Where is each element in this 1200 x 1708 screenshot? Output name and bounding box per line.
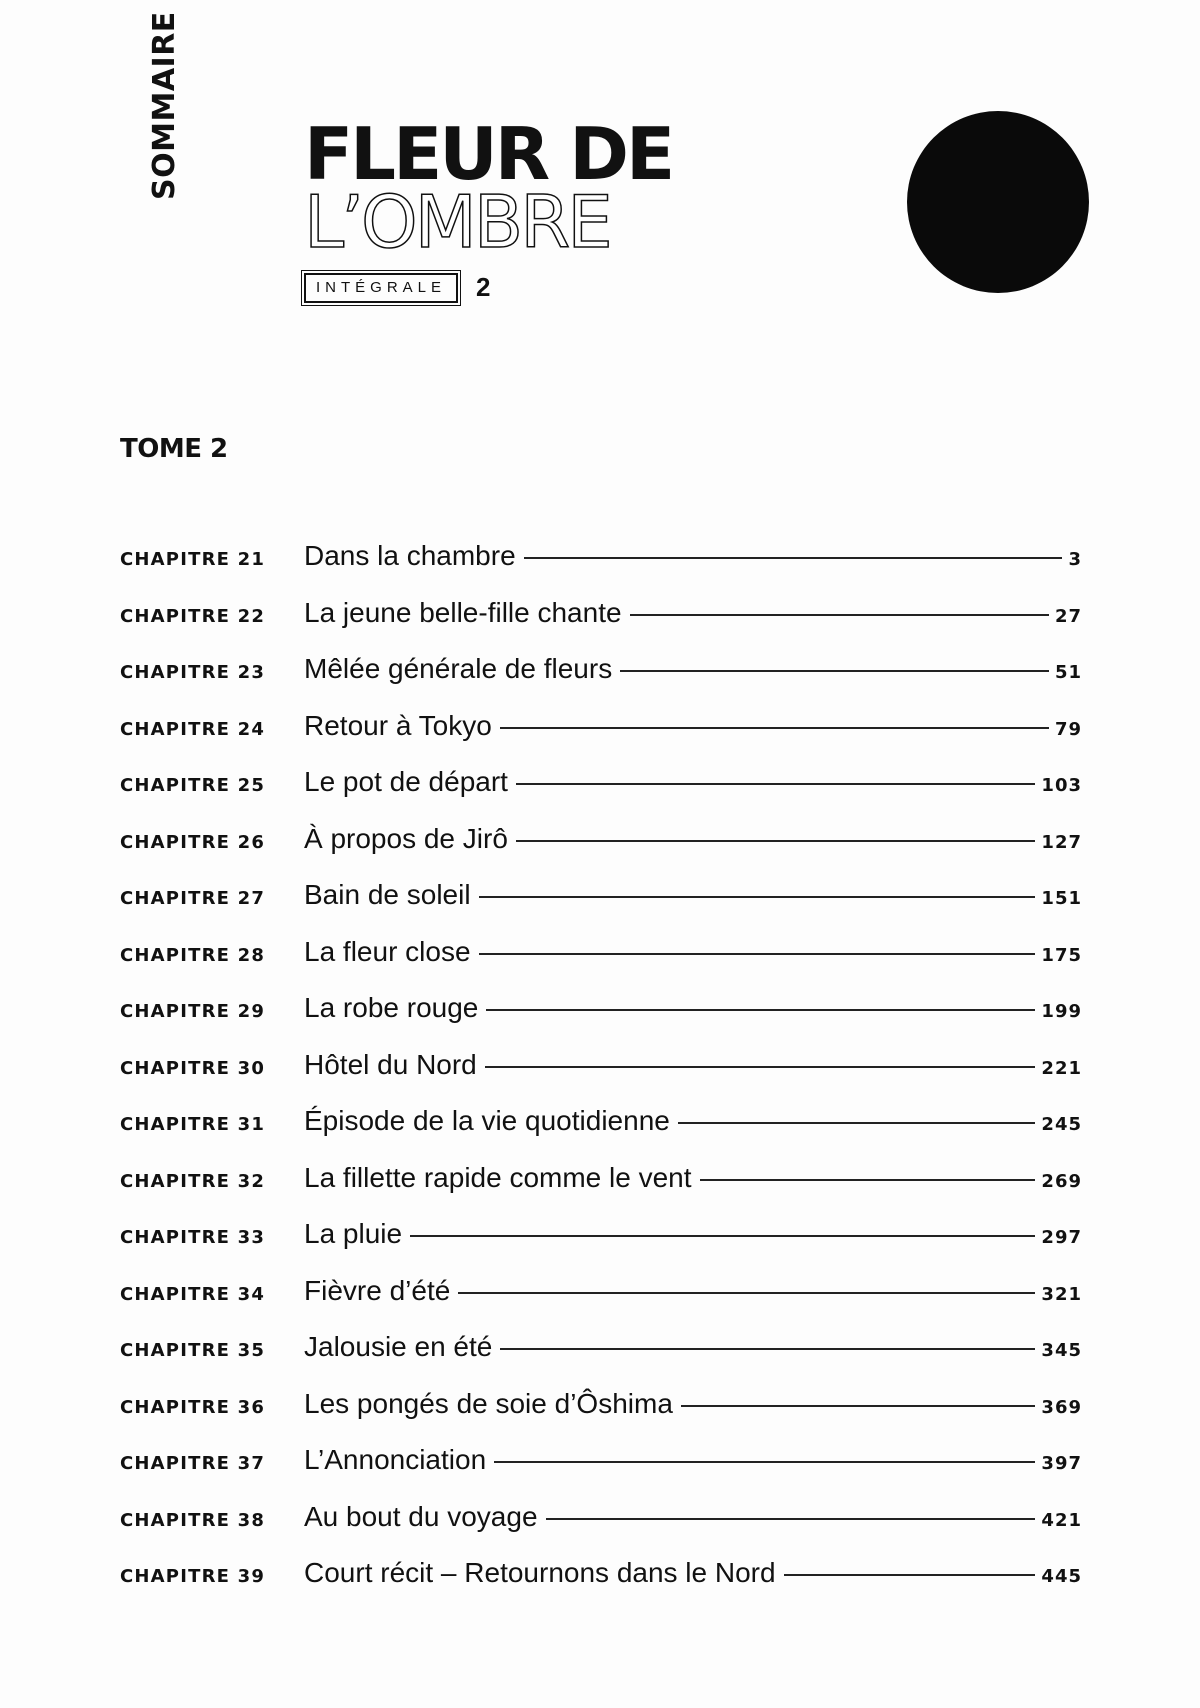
toc-row xyxy=(120,1331,1082,1388)
toc-page-number: 321 xyxy=(1041,1283,1082,1305)
toc-chapter-number: CHAPITRE 27 xyxy=(120,888,266,909)
toc-leader-line xyxy=(479,953,1036,955)
toc-leader-line xyxy=(524,557,1063,559)
toc-leader-line xyxy=(479,896,1036,898)
toc-chapter-number: CHAPITRE 34 xyxy=(120,1283,266,1305)
toc-chapter-title: Fièvre d’été xyxy=(304,1274,451,1306)
toc-chapter-number: CHAPITRE 30 xyxy=(120,1057,266,1079)
toc-chapter-number: CHAPITRE 39 xyxy=(120,1566,266,1587)
toc-row xyxy=(120,653,1082,710)
toc-row xyxy=(120,1275,1082,1332)
toc-page-number: 397 xyxy=(1041,1453,1082,1474)
toc-chapter-title: Hôtel du Nord xyxy=(304,1048,477,1080)
toc-chapter-title: Le pot de départ xyxy=(304,766,508,797)
toc-leader-line xyxy=(516,840,1036,842)
toc-leader-line xyxy=(630,614,1049,616)
toc-row xyxy=(120,1162,1082,1219)
toc-chapter-number: CHAPITRE 23 xyxy=(120,662,266,683)
toc-leader-line xyxy=(681,1405,1036,1407)
toc-chapter-title: L’Annonciation xyxy=(304,1444,487,1475)
toc-chapter-title: Court récit – Retournons dans le Nord xyxy=(304,1557,776,1588)
toc-leader-line xyxy=(494,1461,1035,1463)
toc-page-number: 51 xyxy=(1054,662,1082,683)
toc-page-number: 345 xyxy=(1041,1340,1082,1361)
toc-page-number: 79 xyxy=(1054,718,1082,740)
toc-chapter-title: Épisode de la vie quotidienne xyxy=(304,1105,670,1136)
toc-page-number: 103 xyxy=(1041,775,1082,796)
toc-chapter-number: CHAPITRE 33 xyxy=(120,1227,266,1248)
toc-page-number: 297 xyxy=(1041,1227,1082,1248)
toc-row xyxy=(120,1105,1082,1162)
toc-leader-line xyxy=(500,1348,1035,1350)
toc-page-number: 199 xyxy=(1041,1001,1082,1022)
toc-chapter-title: Jalousie en été xyxy=(304,1331,493,1362)
toc-page-number: 175 xyxy=(1041,944,1082,966)
toc-leader-line xyxy=(485,1066,1036,1068)
toc-row xyxy=(120,879,1082,936)
table-of-contents xyxy=(120,540,1082,1614)
black-circle-decoration xyxy=(907,111,1089,293)
toc-page-number: 269 xyxy=(1041,1170,1082,1192)
sommaire-label: SOMMAIRE xyxy=(147,11,182,200)
toc-chapter-number: CHAPITRE 24 xyxy=(120,718,266,740)
toc-page-number: 245 xyxy=(1041,1114,1082,1135)
tome-heading: TOME 2 xyxy=(120,434,228,464)
toc-chapter-title: À propos de Jirô xyxy=(304,822,508,854)
toc-page-number: 369 xyxy=(1041,1396,1082,1418)
toc-chapter-title: Mêlée générale de fleurs xyxy=(304,653,613,684)
toc-row xyxy=(120,1388,1082,1445)
toc-chapter-title: Les pongés de soie d’Ôshima xyxy=(304,1387,673,1419)
toc-chapter-title: Retour à Tokyo xyxy=(304,709,492,741)
toc-row xyxy=(120,1444,1082,1501)
toc-leader-line xyxy=(410,1235,1035,1237)
toc-chapter-number: CHAPITRE 29 xyxy=(120,1001,266,1022)
toc-page-number: 445 xyxy=(1041,1566,1082,1587)
toc-chapter-number: CHAPITRE 38 xyxy=(120,1509,266,1531)
toc-leader-line xyxy=(784,1574,1036,1576)
series-logo xyxy=(304,112,704,264)
toc-page-number: 127 xyxy=(1041,831,1082,853)
volume-number: 2 xyxy=(476,272,491,302)
toc-row xyxy=(120,710,1082,767)
toc-chapter-title: La robe rouge xyxy=(304,992,479,1023)
toc-row xyxy=(120,1501,1082,1558)
toc-chapter-number: CHAPITRE 36 xyxy=(120,1396,266,1418)
toc-page-number: 221 xyxy=(1041,1057,1082,1079)
toc-chapter-title: Dans la chambre xyxy=(304,540,516,571)
logo-title-line1: FLEUR DE xyxy=(304,112,673,196)
toc-row xyxy=(120,823,1082,880)
toc-row xyxy=(120,1218,1082,1275)
toc-row xyxy=(120,766,1082,823)
toc-page-number: 151 xyxy=(1041,888,1082,909)
toc-chapter-number: CHAPITRE 21 xyxy=(120,549,266,570)
edition-badge: INTÉGRALE xyxy=(304,273,458,303)
toc-leader-line xyxy=(546,1518,1036,1520)
toc-chapter-title: La fillette rapide comme le vent xyxy=(304,1161,692,1193)
toc-chapter-number: CHAPITRE 31 xyxy=(120,1114,266,1135)
toc-row xyxy=(120,597,1082,654)
toc-row xyxy=(120,936,1082,993)
toc-leader-line xyxy=(486,1009,1035,1011)
toc-row xyxy=(120,992,1082,1049)
toc-chapter-number: CHAPITRE 26 xyxy=(120,831,266,853)
toc-chapter-title: La pluie xyxy=(304,1218,403,1249)
toc-leader-line xyxy=(516,783,1035,785)
toc-chapter-number: CHAPITRE 32 xyxy=(120,1170,266,1192)
toc-leader-line xyxy=(678,1122,1036,1124)
edition-badge-row xyxy=(304,272,491,303)
toc-page-number: 421 xyxy=(1041,1509,1082,1531)
toc-chapter-number: CHAPITRE 37 xyxy=(120,1453,266,1474)
toc-chapter-title: La jeune belle-fille chante xyxy=(304,596,622,628)
toc-chapter-title: Bain de soleil xyxy=(304,879,471,910)
toc-leader-line xyxy=(700,1179,1036,1181)
toc-chapter-number: CHAPITRE 35 xyxy=(120,1340,266,1361)
toc-chapter-number: CHAPITRE 22 xyxy=(120,605,266,627)
toc-row xyxy=(120,1557,1082,1614)
toc-page-number: 27 xyxy=(1054,605,1082,627)
toc-leader-line xyxy=(620,670,1049,672)
toc-page-number: 3 xyxy=(1068,549,1082,570)
toc-leader-line xyxy=(500,727,1049,729)
toc-row xyxy=(120,540,1082,597)
logo-title-line2: L’OMBRE xyxy=(304,180,610,264)
toc-chapter-number: CHAPITRE 25 xyxy=(120,775,266,796)
toc-chapter-number: CHAPITRE 28 xyxy=(120,944,266,966)
toc-chapter-title: La fleur close xyxy=(304,935,471,967)
toc-leader-line xyxy=(458,1292,1035,1294)
toc-row xyxy=(120,1049,1082,1106)
toc-chapter-title: Au bout du voyage xyxy=(304,1500,538,1532)
